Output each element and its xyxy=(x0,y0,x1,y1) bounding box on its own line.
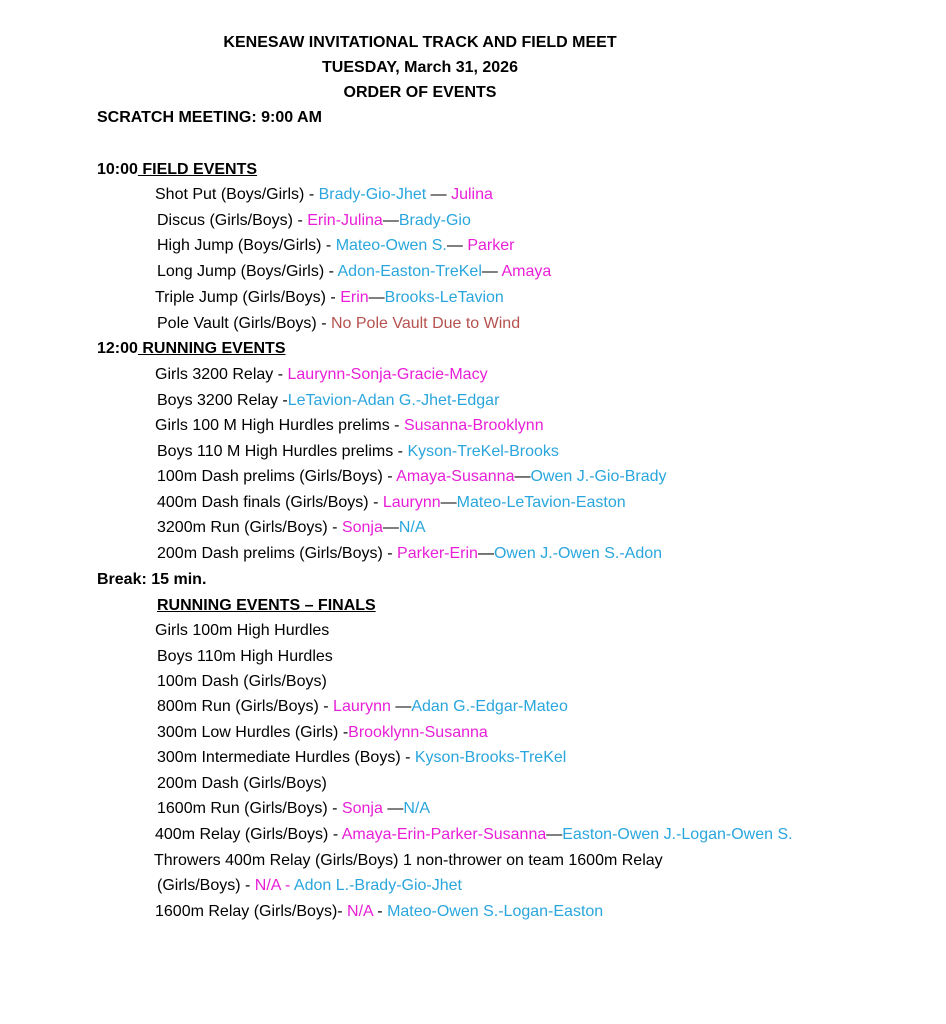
boys-athletes: Kyson-TreKel-Brooks xyxy=(407,443,559,460)
field-events-title: FIELD EVENTS xyxy=(137,161,258,178)
separator: — xyxy=(395,698,412,715)
event-row xyxy=(157,237,514,255)
girls-athletes: N/A - xyxy=(254,877,294,894)
meet-date: TUESDAY, March 31, 2026 xyxy=(322,59,518,76)
event-label: 300m Low Hurdles (Girls) - xyxy=(157,724,349,741)
boys-athletes: LeTavion-Adan G.-Jhet-Edgar xyxy=(287,392,500,409)
event-label: Triple Jump (Girls/Boys) - xyxy=(155,289,341,306)
event-label: 300m Intermediate Hurdles (Boys) - xyxy=(157,749,415,766)
girls-athletes: Julina xyxy=(451,186,493,203)
separator: — xyxy=(446,237,468,254)
separator: — xyxy=(382,519,399,536)
event-label: (Girls/Boys) - xyxy=(157,877,255,894)
event-row xyxy=(157,545,662,563)
separator: — xyxy=(368,289,385,306)
event-label: 800m Run (Girls/Boys) - xyxy=(157,698,334,715)
break-line: Break: 15 min. xyxy=(97,571,207,588)
scratch-meeting: SCRATCH MEETING: 9:00 AM xyxy=(97,109,322,126)
event-row xyxy=(157,673,327,691)
separator: — xyxy=(546,826,563,843)
event-row xyxy=(155,366,488,384)
boys-athletes: Brooks-LeTavion xyxy=(384,289,504,306)
girls-athletes: Laurynn xyxy=(382,494,441,511)
separator: — xyxy=(440,494,457,511)
event-row xyxy=(157,648,333,666)
event-row xyxy=(157,775,327,793)
boys-athletes: Brady-Gio-Jhet xyxy=(318,186,427,203)
event-row xyxy=(157,468,667,486)
girls-athletes: Sonja xyxy=(341,519,383,536)
event-row xyxy=(155,417,544,435)
finals-heading: RUNNING EVENTS – FINALS xyxy=(157,597,376,614)
event-label: 400m Relay (Girls/Boys) - xyxy=(155,826,342,843)
event-row xyxy=(157,212,471,230)
event-label: 1600m Run (Girls/Boys) - xyxy=(157,800,342,817)
event-row xyxy=(157,263,551,281)
event-row xyxy=(154,852,663,870)
event-row xyxy=(157,724,488,742)
event-note: No Pole Vault Due to Wind xyxy=(330,315,521,332)
event-label: Pole Vault (Girls/Boys) - xyxy=(157,315,331,332)
event-label: Boys 110m High Hurdles xyxy=(157,648,333,665)
field-events-time: 10:00 xyxy=(97,161,138,178)
event-row xyxy=(155,186,493,204)
separator: — xyxy=(477,545,494,562)
event-row xyxy=(155,289,504,307)
boys-athletes: N/A xyxy=(398,519,426,536)
event-row xyxy=(157,443,559,461)
boys-athletes: Adan G.-Edgar-Mateo xyxy=(411,698,568,715)
event-label: 1600m Relay (Girls/Boys)- xyxy=(155,903,348,920)
separator: — xyxy=(426,186,452,203)
boys-athletes: Owen J.-Gio-Brady xyxy=(530,468,667,485)
event-label: Girls 100 M High Hurdles prelims - xyxy=(155,417,404,434)
girls-athletes: Amaya-Erin-Parker-Susanna xyxy=(341,826,547,843)
separator: — xyxy=(481,263,502,280)
event-row xyxy=(157,494,626,512)
boys-athletes: Brady-Gio xyxy=(398,212,471,229)
girls-athletes: N/A xyxy=(347,903,373,920)
girls-athletes: Erin-Julina xyxy=(307,212,383,229)
girls-athletes: Amaya-Susanna xyxy=(396,468,515,485)
event-label: 200m Dash (Girls/Boys) xyxy=(157,775,327,792)
boys-athletes: N/A xyxy=(403,800,430,817)
running-events-time: 12:00 xyxy=(97,340,138,357)
event-row xyxy=(157,698,568,716)
boys-athletes: Mateo-LeTavion-Easton xyxy=(456,494,626,511)
order-of-events-heading: ORDER OF EVENTS xyxy=(343,84,497,101)
event-label: Discus (Girls/Boys) - xyxy=(157,212,308,229)
girls-athletes: Laurynn-Sonja-Gracie-Macy xyxy=(287,366,488,383)
girls-athletes: Amaya xyxy=(501,263,552,280)
event-row xyxy=(157,315,520,333)
girls-athletes: Parker xyxy=(467,237,515,254)
event-label: 100m Dash prelims (Girls/Boys) - xyxy=(157,468,397,485)
event-row xyxy=(157,800,430,818)
event-label: 3200m Run (Girls/Boys) - xyxy=(157,519,342,536)
event-label: Boys 3200 Relay - xyxy=(157,392,288,409)
event-row xyxy=(157,392,499,410)
boys-athletes: Mateo-Owen S. xyxy=(335,237,447,254)
event-label: Girls 100m High Hurdles xyxy=(155,622,330,639)
separator: - xyxy=(372,903,388,920)
boys-athletes: Easton-Owen J.-Logan-Owen S. xyxy=(562,826,793,843)
separator: — xyxy=(382,212,399,229)
meet-title: KENESAW INVITATIONAL TRACK AND FIELD MEET xyxy=(223,34,617,51)
event-label: 200m Dash prelims (Girls/Boys) - xyxy=(157,545,398,562)
running-events-title: RUNNING EVENTS xyxy=(137,340,286,357)
boys-athletes: Kyson-Brooks-TreKel xyxy=(414,749,567,766)
event-row xyxy=(157,519,426,537)
running-events-heading xyxy=(97,340,286,358)
girls-athletes: Sonja xyxy=(341,800,388,817)
girls-athletes: Susanna-Brooklynn xyxy=(403,417,544,434)
boys-athletes: Adon-Easton-TreKel xyxy=(337,263,482,280)
event-label: Shot Put (Boys/Girls) - xyxy=(155,186,319,203)
field-events-heading xyxy=(97,161,257,179)
event-label: Long Jump (Boys/Girls) - xyxy=(157,263,338,280)
event-row xyxy=(157,877,462,895)
event-row xyxy=(157,749,566,767)
boys-athletes: Owen J.-Owen S.-Adon xyxy=(493,545,663,562)
event-row xyxy=(155,622,329,640)
event-row xyxy=(155,903,603,921)
girls-athletes: Parker-Erin xyxy=(397,545,478,562)
girls-athletes: Erin xyxy=(340,289,369,306)
event-label: 400m Dash finals (Girls/Boys) - xyxy=(157,494,383,511)
separator: — xyxy=(514,468,531,485)
event-label: Girls 3200 Relay - xyxy=(155,366,288,383)
event-label: Throwers 400m Relay (Girls/Boys) 1 non-thrower on team 1600m Relay xyxy=(154,852,663,869)
girls-athletes: Laurynn xyxy=(333,698,396,715)
event-label: High Jump (Boys/Girls) - xyxy=(157,237,336,254)
separator: — xyxy=(387,800,404,817)
boys-athletes: Mateo-Owen S.-Logan-Easton xyxy=(387,903,604,920)
girls-athletes: Brooklynn-Susanna xyxy=(348,724,488,741)
boys-athletes: Adon L.-Brady-Gio-Jhet xyxy=(293,877,462,894)
event-row xyxy=(155,826,793,844)
event-label: Boys 110 M High Hurdles prelims - xyxy=(157,443,408,460)
event-label: 100m Dash (Girls/Boys) xyxy=(157,673,327,690)
